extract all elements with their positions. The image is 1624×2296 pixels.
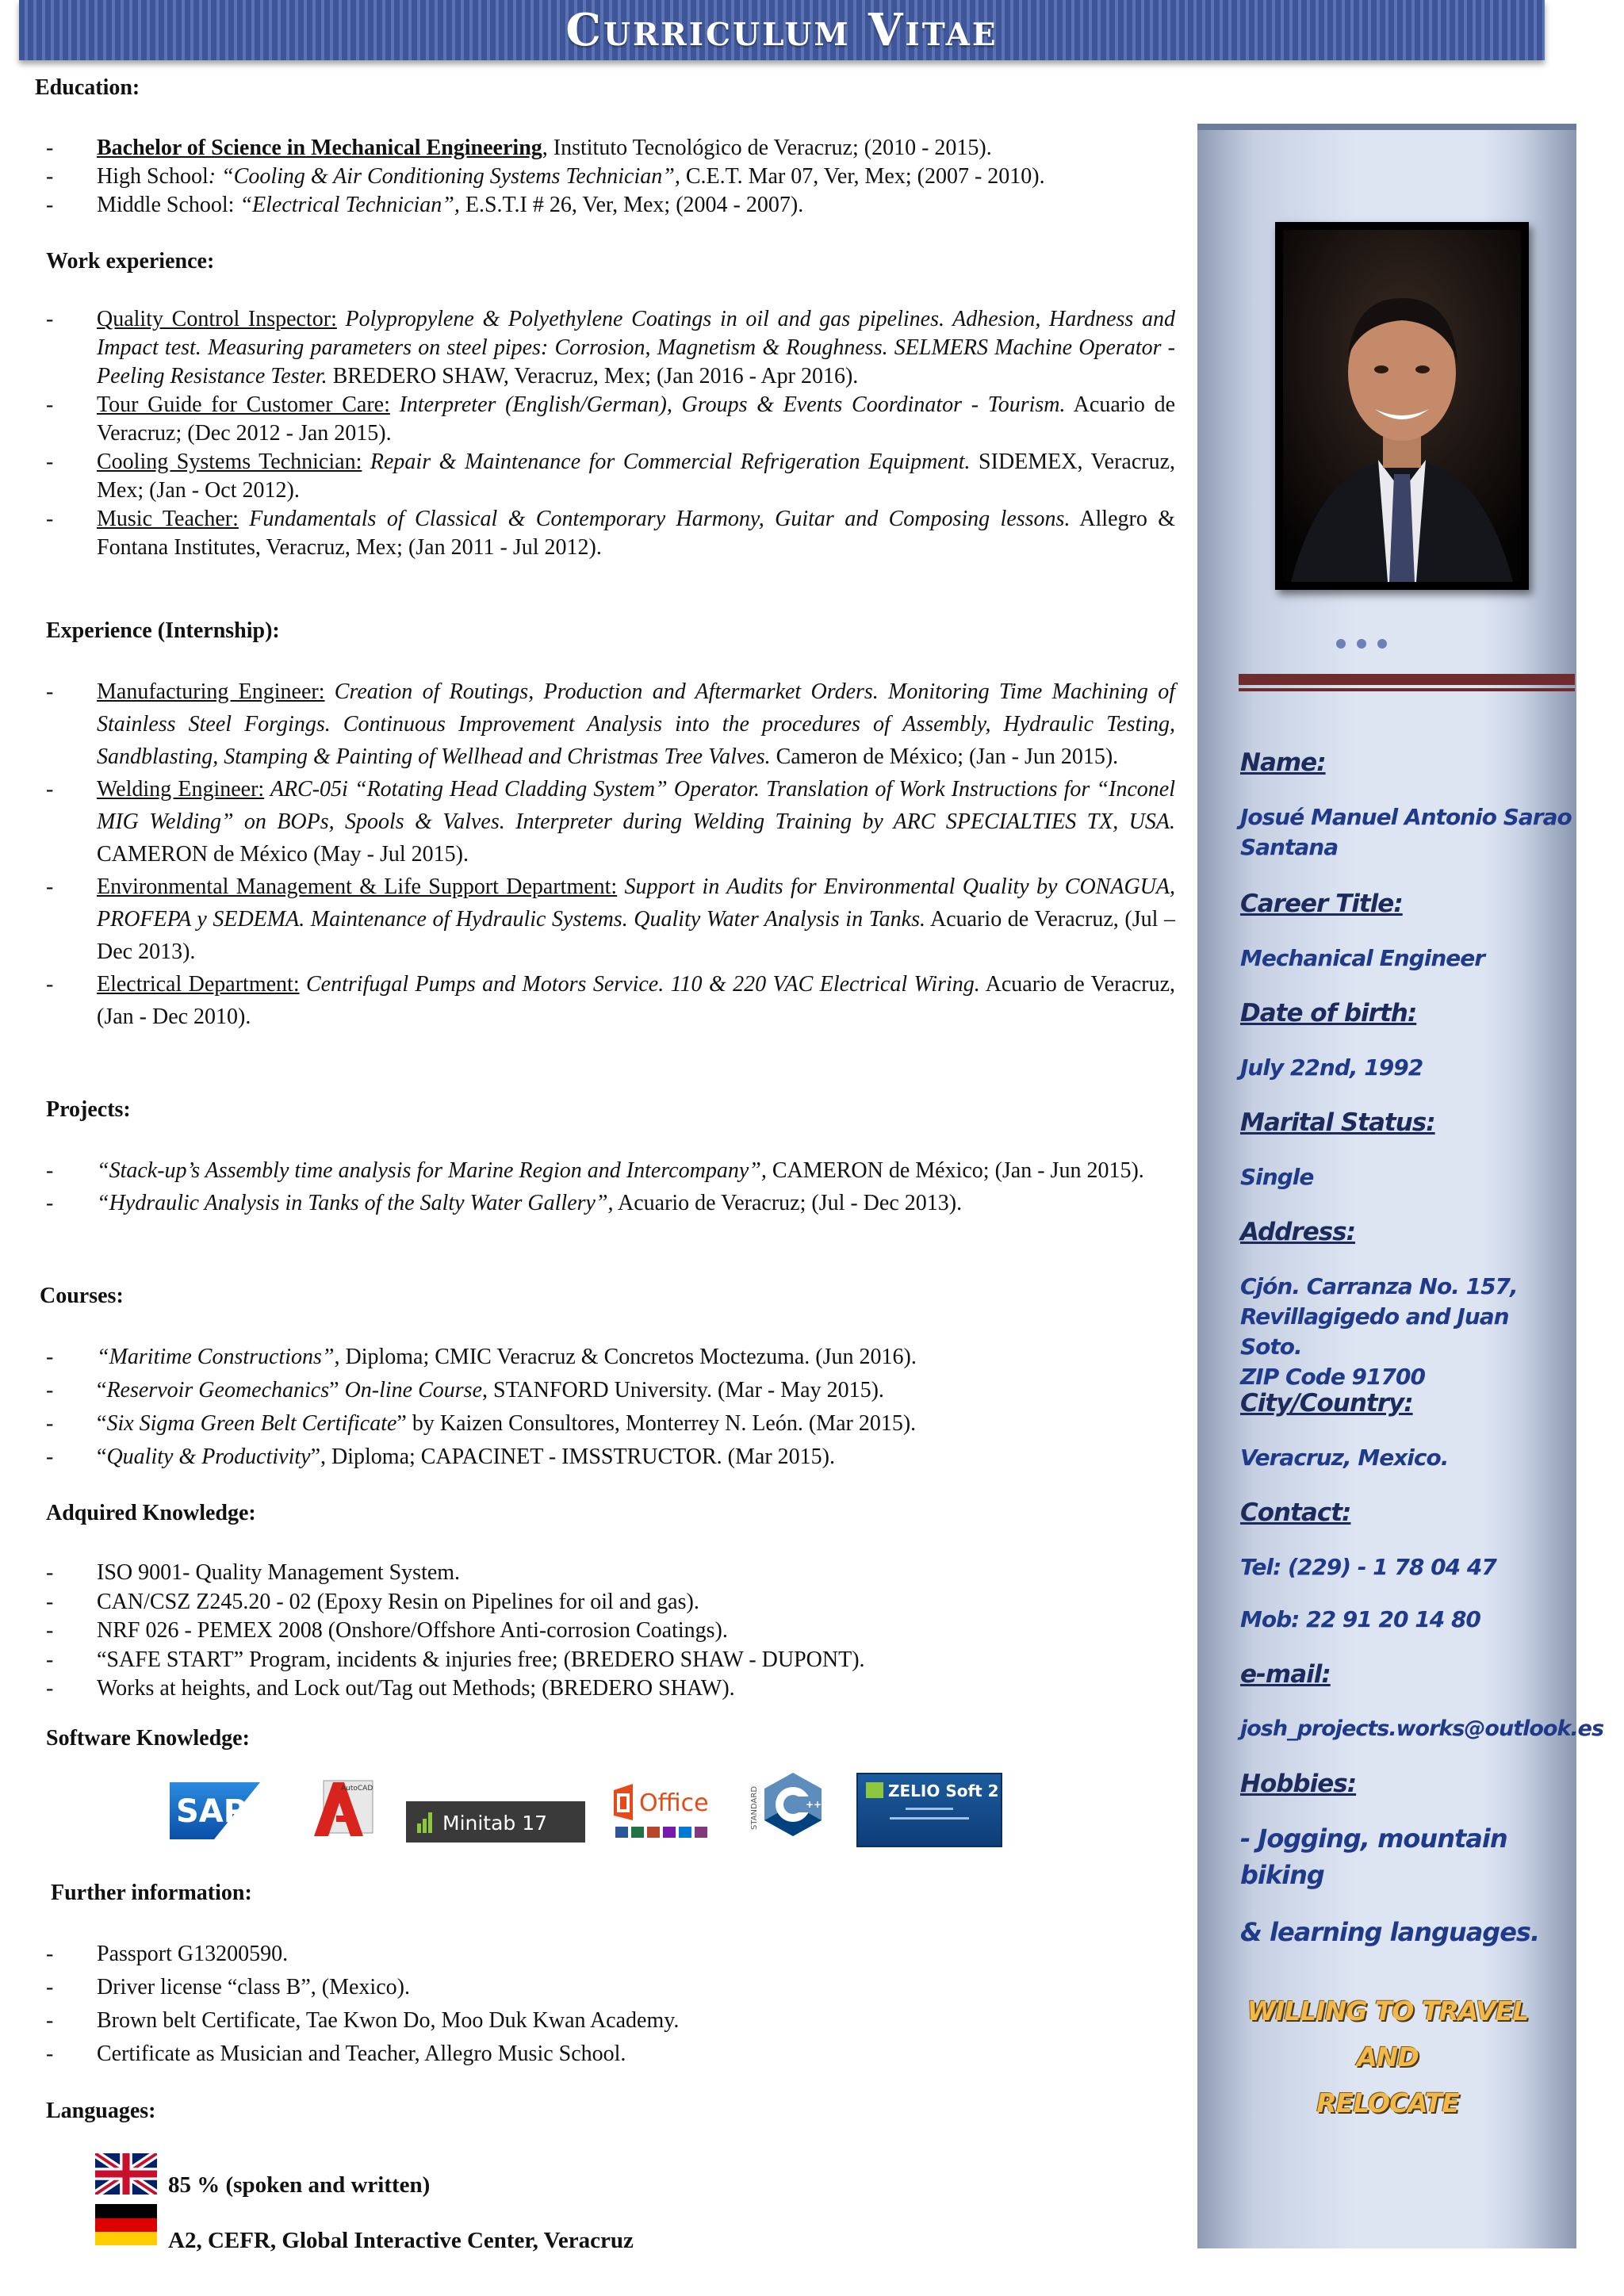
list-item: - Works at heights, and Lock out/Tag out Methods; (BREDERO SHAW). [46,1674,1175,1704]
list-item: - “Reservoir Geomechanics” On-line Course, STANFORD University. (Mar - May 2015). [46,1374,1175,1407]
profile-sidebar [1197,124,1604,2248]
name-line-2: Santana [1240,834,1339,860]
name-value [1240,802,1573,863]
courses-heading: Courses: [40,1284,124,1308]
projects-list [46,1154,1175,1219]
address-label: Address: [1240,1218,1356,1246]
software-heading: Software Knowledge: [46,1726,250,1751]
list-item: - “Maritime Constructions”, Diploma; CMIC Veracruz & Concretos Moctezuma. (Jun 2016). [46,1341,1175,1374]
address-value [1240,1272,1573,1392]
list-item: - Bachelor of Science in Mechanical Engineering, Instituto Tecnológico de Veracruz; (2010 - 2015). [46,134,1175,163]
willing-line-1: WILLING TO TRAVEL AND [1247,1996,1529,2072]
profile-photo [1275,222,1529,590]
willing-line-2: RELOCATE [1316,2087,1459,2118]
marital-status-value: Single [1240,1164,1314,1190]
hobbies-line-1: - Jogging, mountain biking [1240,1823,1507,1890]
hobbies-label: Hobbies: [1240,1770,1357,1798]
list-item: - Electrical Department: Centrifugal Pumps and Motors Service. 110 & 220 VAC Electrical Wiring. Acuario de Veracruz, (Jan - Dec 2010). [46,968,1175,1033]
sidebar-top-band [1197,124,1576,130]
mobile-value: Mob: 22 91 20 14 80 [1240,1606,1480,1632]
list-item: - Quality Control Inspector: Polypropylene & Polyethylene Coatings in oil and gas pipelines. Adhesion, Hardness and Impact test. Measuring parameters on steel pipes: Corrosion, Magnetism & Roughness. SELMERS Machine Operator - Peeling Resistance Tester. BREDERO SHAW, Veracruz, Mex; (Jan 2016 - Apr 2016). [46,305,1175,391]
telephone-value: Tel: (229) - 1 78 04 47 [1240,1554,1496,1580]
date-of-birth-value: July 22nd, 1992 [1240,1054,1423,1081]
dot-icon [1357,639,1366,649]
hobbies-value [1240,1820,1573,1950]
list-item: - Middle School: “Electrical Technician”, E.S.T.I # 26, Ver, Mex; (2004 - 2007). [46,191,1175,220]
education-list [46,134,1175,220]
address-line-2: Revillagigedo and Juan Soto. [1240,1303,1509,1360]
internship-heading: Experience (Internship): [46,618,280,643]
city-country-label: City/Country: [1240,1389,1413,1418]
address-line-1: Cjón. Carranza No. 157, [1240,1273,1518,1299]
list-item: - High School: “Cooling & Air Conditioning Systems Technician”, C.E.T. Mar 07, Ver, Mex; (2007 - 2010). [46,163,1175,191]
language-german: A2, CEFR, Global Interactive Center, Veracruz [168,2228,634,2253]
date-of-birth-label: Date of birth: [1240,999,1417,1027]
further-information-heading: Further information: [51,1881,252,1905]
uk-flag-icon [95,2153,157,2195]
list-item: - “Stack-up’s Assembly time analysis for Marine Region and Intercompany”, CAMERON de México; (Jan - Jun 2015). [46,1154,1175,1187]
hobbies-line-2: & learning languages. [1240,1917,1540,1947]
projects-heading: Projects: [46,1097,131,1122]
list-item: - Brown belt Certificate, Tae Kwon Do, Moo Duk Kwan Academy. [46,2004,1175,2038]
marital-status-label: Marital Status: [1240,1108,1435,1137]
svg-text:ZELIO Soft 2: ZELIO Soft 2 [888,1781,999,1800]
education-heading: Education: [35,75,140,100]
page-title: Curriculum Vitae [565,4,998,56]
minitab-logo [406,1801,585,1843]
svg-text:AutoCAD: AutoCAD [341,1785,373,1793]
further-information-list [46,1938,1175,2071]
contact-label: Contact: [1240,1498,1351,1527]
address-line-3: ZIP Code 91700 [1240,1364,1425,1390]
sidebar-divider-thin [1239,688,1575,691]
svg-text:SAP: SAP [176,1793,247,1830]
cpp-logo [745,1768,833,1844]
list-item: - Driver license “class B”, (Mexico). [46,1971,1175,2004]
svg-text:Office: Office [639,1789,709,1817]
email-label: e-mail: [1240,1660,1331,1689]
language-english: 85 % (spoken and written) [168,2172,431,2198]
list-item: - “Hydraulic Analysis in Tanks of the Salty Water Gallery”, Acuario de Veracruz; (Jul - Dec 2013). [46,1187,1175,1219]
zelio-soft-logo [856,1773,1002,1847]
svg-text:Minitab 17: Minitab 17 [442,1812,548,1835]
courses-list [46,1341,1175,1474]
list-item: - CAN/CSZ Z245.20 - 02 (Epoxy Resin on Pipelines for oil and gas). [46,1588,1175,1617]
autocad-logo [309,1773,377,1841]
svg-text:++: ++ [806,1799,822,1810]
svg-text:STANDARD: STANDARD [750,1785,759,1830]
list-item: - NRF 026 - PEMEX 2008 (Onshore/Offshore Anti-corrosion Coatings). [46,1617,1175,1646]
sap-logo [170,1782,260,1839]
knowledge-heading: Adquired Knowledge: [46,1501,256,1525]
list-item: - Manufacturing Engineer: Creation of Routings, Production and Aftermarket Orders. Monitoring Time Machining of Stainless Steel Forgings. Continuous Improvement Analysis into the procedures of Assembly, Hydraulic Testing, Sandblasting, Stamping & Painting of Wellhead and Christmas Tree Valves. Cameron de México; (Jan - Jun 2015). [46,675,1175,773]
list-item: - “Six Sigma Green Belt Certificate” by Kaizen Consultores, Monterrey N. León. (Mar 2015). [46,1407,1175,1441]
dot-icon [1377,639,1387,649]
internship-list [46,675,1175,1033]
list-item: - Passport G13200590. [46,1938,1175,1971]
germany-flag-icon [95,2204,157,2245]
list-item: - Cooling Systems Technician: Repair & Maintenance for Commercial Refrigeration Equipment. SIDEMEX, Veracruz, Mex; (Jan - Oct 2012). [46,448,1175,505]
list-item: - ISO 9001- Quality Management System. [46,1559,1175,1588]
languages-heading: Languages: [46,2099,156,2123]
city-country-value: Veracruz, Mexico. [1240,1445,1449,1471]
list-item: - Environmental Management & Life Support Department: Support in Audits for Environmental Quality by CONAGUA, PROFEPA y SEDEMA. Maintenance of Hydraulic Systems. Quality Water Analysis in Tanks. Acuario de Veracruz, (Jul – Dec 2013). [46,871,1175,968]
willing-to-travel-banner [1229,1988,1546,2126]
office-logo [609,1782,712,1841]
list-item: - Tour Guide for Customer Care: Interpreter (English/German), Groups & Events Coordinator - Tourism. Acuario de Veracruz; (Dec 2012 - Jan 2015). [46,391,1175,448]
name-label: Name: [1240,748,1326,777]
list-item: - Welding Engineer: ARC-05i “Rotating Head Cladding System” Operator. Translation of Work Instructions for “Inconel MIG Welding” on BOPs, Spools & Valves. Interpreter during Welding Training by ARC SPECIALTIES TX, USA. CAMERON de México (May - Jul 2015). [46,773,1175,871]
list-item: - “Quality & Productivity”, Diploma; CAPACINET - IMSSTRUCTOR. (Mar 2015). [46,1441,1175,1474]
work-experience-heading: Work experience: [46,249,215,274]
career-title-label: Career Title: [1240,890,1403,918]
work-experience-list [46,305,1175,562]
list-item: - Certificate as Musician and Teacher, Allegro Music School. [46,2038,1175,2071]
list-item: - Music Teacher: Fundamentals of Classical & Contemporary Harmony, Guitar and Composing lessons. Allegro & Fontana Institutes, Veracruz, Mex; (Jan 2011 - Jul 2012). [46,505,1175,562]
name-line-1: Josué Manuel Antonio Sarao [1240,804,1572,830]
career-title-value: Mechanical Engineer [1240,945,1485,971]
list-item: - “SAFE START” Program, incidents & injuries free; (BREDERO SHAW - DUPONT). [46,1646,1175,1675]
dot-icon [1336,639,1346,649]
sidebar-divider [1239,674,1575,685]
email-value: josh_projects.works@outlook.es [1240,1716,1604,1741]
knowledge-list [46,1559,1175,1704]
